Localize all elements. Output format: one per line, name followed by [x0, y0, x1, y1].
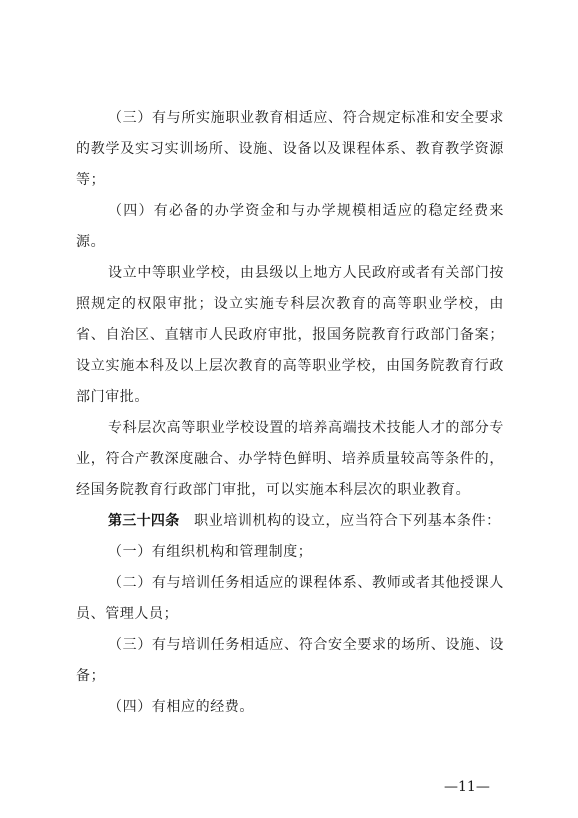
condition-item-4: （四）有相应的经费。: [108, 699, 254, 715]
page-number: —11—: [444, 779, 490, 795]
article-34-paragraph: [76, 506, 504, 537]
paragraph-approval-authority: 设立中等职业学校，由县级以上地方人民政府或者有关部门按照规定的权限审批；设立实施专科层次教育的高等职业学校，由省、自治区、直辖市人民政府审批，报国务院教育行政部门备案；设立实施本科及以上层次教育的高等职业学校，由国务院教育行政部门审批。: [76, 265, 504, 405]
paragraph-funding-condition: （四）有必备的办学资金和与办学规模相适应的稳定经费来源。: [76, 203, 504, 250]
condition-item-2: （二）有与培训任务相适应的课程体系、教师或者其他授课人员、管理人员；: [76, 575, 504, 622]
condition-item-1: （一）有组织机构和管理制度；: [108, 544, 313, 560]
article-34-text: 职业培训机构的设立，应当符合下列基本条件：: [194, 513, 501, 529]
paragraph-undergraduate-programs: 专科层次高等职业学校设置的培养高端技术技能人才的部分专业，符合产教深度融合、办学特色鲜明、培养质量较高等条件的，经国务院教育行政部门审批，可以实施本科层次的职业教育。: [76, 420, 504, 498]
condition-item-3: （三）有与培训任务相适应、符合安全要求的场所、设施、设备；: [76, 637, 504, 684]
document-body: [76, 103, 504, 723]
paragraph-facilities-condition: （三）有与所实施职业教育相适应、符合规定标准和安全要求的教学及实习实训场所、设施、设备以及课程体系、教育教学资源等；: [76, 110, 504, 188]
article-34-heading: 第三十四条: [108, 513, 180, 529]
